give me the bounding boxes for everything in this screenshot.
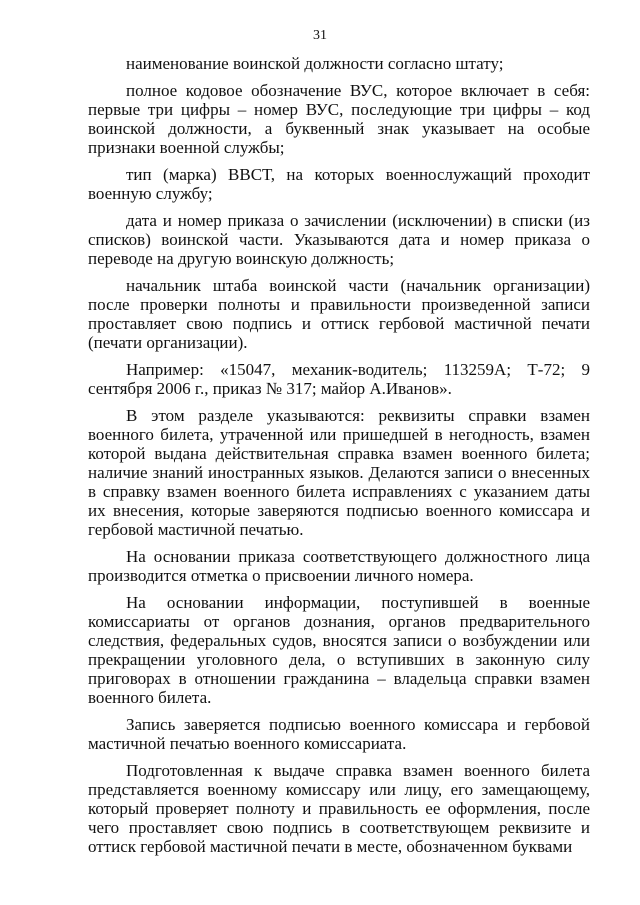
page-number: 31 [313, 28, 327, 43]
paragraph: На основании приказа соответствующего должностного лица производится отметка о присвоении личного номера. [88, 547, 590, 585]
paragraph: Запись заверяется подписью военного комиссара и гербовой мастичной печатью военного комиссариата. [88, 715, 590, 753]
paragraph: дата и номер приказа о зачислении (исключении) в списки (из списков) воинской части. Указываются дата и номер приказа о переводе на другую воинскую должность; [88, 211, 590, 268]
paragraph: Подготовленная к выдаче справка взамен военного билета представляется военному комиссару или лицу, его замещающему, который проверяет полноту и правильность ее оформления, после чего проставляет свою подпись в соответствующем реквизите и оттиск гербовой мастичной печати в месте, обозначенном буквами [88, 761, 590, 856]
paragraph: В этом разделе указываются: реквизиты справки взамен военного билета, утраченной или пришедшей в негодность, взамен которой выдана действительная справка взамен военного билета; наличие знаний иностранных языков. Делаются записи о внесенных в справку взамен военного билета исправлениях с указанием даты их внесения, которые заверяются подписью военного комиссара и гербовой мастичной печатью. [88, 406, 590, 539]
paragraph: На основании информации, поступившей в военные комиссариаты от органов дознания, органов предварительного следствия, федеральных судов, вносятся записи о возбуждении или прекращении уголовного дела, о вступивших в законную силу приговорах в отношении гражданина – владельца справки взамен военного билета. [88, 593, 590, 707]
paragraph: полное кодовое обозначение ВУС, которое включает в себя: первые три цифры – номер ВУС, последующие три цифры – код воинской должности, а буквенный знак указывает на особые признаки военной службы; [88, 81, 590, 157]
paragraph: начальник штаба воинской части (начальник организации) после проверки полноты и правильности произведенной записи проставляет свою подпись и оттиск гербовой мастичной печати (печати организации). [88, 276, 590, 352]
document-body [88, 54, 590, 864]
paragraph: наименование воинской должности согласно штату; [126, 54, 504, 73]
paragraph: тип (марка) ВВСТ, на которых военнослужащий проходит военную службу; [88, 165, 590, 203]
paragraph: Например: «15047, механик-водитель; 113259А; Т-72; 9 сентября 2006 г., приказ № 317; майор А.Иванов». [88, 360, 590, 398]
